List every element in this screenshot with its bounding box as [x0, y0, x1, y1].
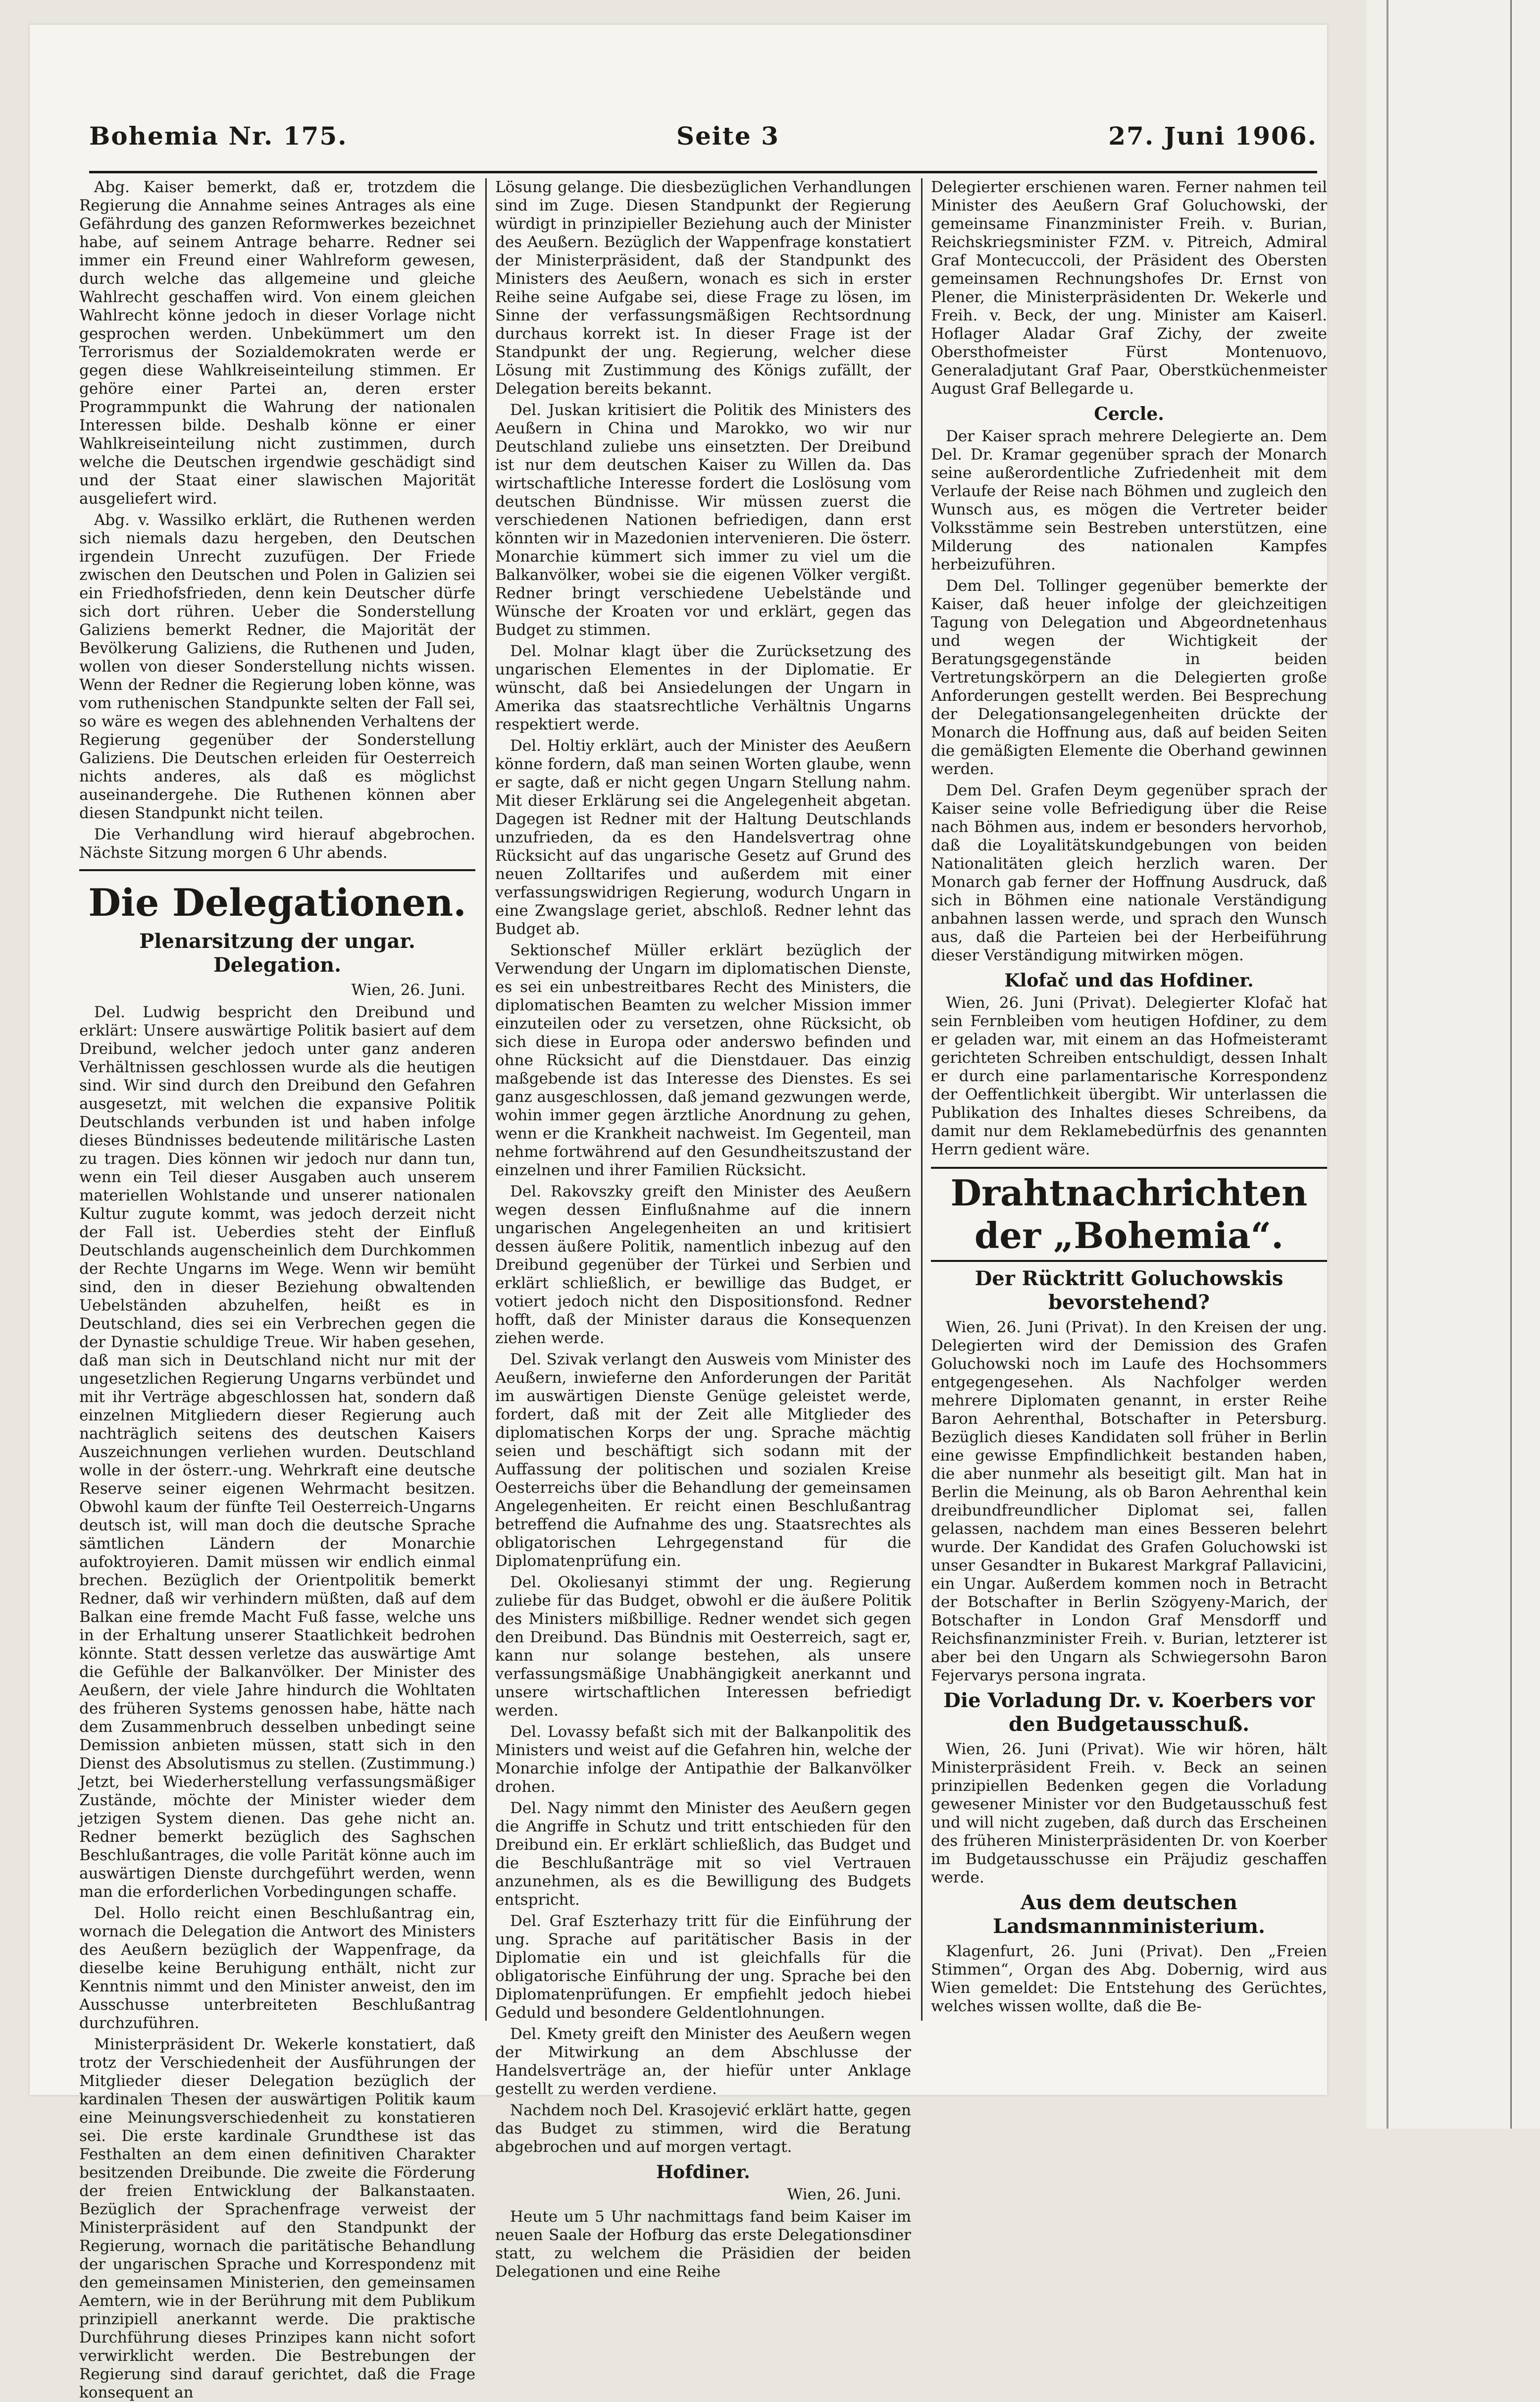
paragraph: Ministerpräsident Dr. Wekerle konstatiert, daß trotz der Verschiedenheit der Ausführungen der Mitglieder dieser Delegation bezüglich der kardinalen Thesen der auswärtigen Politik kaum eine Meinungsverschiedenheit zu konstatieren sei. Die erste kardinale Grundthese ist das Festhalten an dem einen definitiven Charakter besitzenden Dreibunde. Die zweite die Förderung der freien Entwicklung der Balkanstaaten. Bezüglich der Sprachenfrage verweist der Ministerpräsident auf den Standpunkt der Regierung, wornach die paritätische Behandlung der ungarischen Sprache und Korrespondenz mit den gemeinsamen Ministerien, den gemeinsamen Aemtern, wie in der Berührung mit dem Publikum prinzipiell anerkannt werde. Die praktische Durchführung dieses Prinzipes kann nicht sofort verwirklicht werden. Die Bestrebungen der Regierung sind darauf gerichtet, daß die Frage konsequent an [79, 2036, 475, 2402]
paragraph: Del. Molnar klagt über die Zurücksetzung des ungarischen Elementes in der Diplomatie. Er wünscht, daß bei Ansiedelungen der Ungarn in Amerika das staatsrechtliche Verhältnis Ungarns respektiert werde. [495, 642, 911, 733]
column-1 [79, 178, 475, 2402]
column-rule-1 [485, 178, 487, 2021]
paragraph: Del. Ludwig bespricht den Dreibund und erklärt: Unsere auswärtige Politik basiert auf dem Dreibund, welcher jedoch unter ganz anderen Verhältnissen geschlossen wurde als die heutigen sind. Wir sind durch den Dreibund den Gefahren ausgesetzt, mit welchen die expansive Politik Deutschlands verbunden ist und haben infolge dieses Bündnisses bedeutende militärische Lasten zu tragen. Dies können wir jedoch nur dann tun, wenn ein Teil dieser Ausgaben auch unserem materiellen Wohlstande und unserer nationalen Kultur zugute kommt, was jedoch derzeit nicht der Fall ist. Ueberdies steht der Einfluß Deutschlands augenscheinlich dem Durchkommen der Rechte Ungarns im Wege. Wenn wir bemüht sind, den in dieser Beziehung obwaltenden Uebelständen abzuhelfen, heißt es in Deutschland, dies sei ein Verbrechen gegen die der Dynastie schuldige Treue. Wir haben gesehen, daß man sich in Deutschland nicht nur mit der ungesetzlichen Regierung Ungarns verbündet und mit ihr Verträge abgeschlossen hat, sondern daß einzelnen Mitgliedern dieser Regierung auch nachträglich seitens des deutschen Kaisers Auszeichnungen verliehen wurden. Deutschland wolle in der österr.-ung. Wehrkraft eine deutsche Reserve seiner eigenen Wehrmacht besitzen. Obwohl kaum der fünfte Teil Oesterreich-Ungarns deutsch ist, will man doch die deutsche Sprache sämtlichen Ländern der Monarchie aufoktroyieren. Damit müssen wir endlich einmal brechen. Bezüglich der Orientpolitik bemerkt Redner, daß wir verhindern müßten, daß auf dem Balkan eine fremde Macht Fuß fasse, welche uns in der Erhaltung unserer Staatlichkeit bedrohen könnte. Statt dessen verletze das auswärtige Amt die Gefühle der Balkanvölker. Der Minister des Aeußern, der viele Jahre hindurch die Wohltaten des früheren Systems genossen habe, hätte nach dem Zusammenbruch desselben unbedingt seine Demission anbieten müssen, statt sich in den Dienst des Absolutismus zu stellen. (Zustimmung.) Jetzt, bei Wiederherstellung verfassungsmäßiger Zustände, möchte der Minister wieder dem jetzigen System dienen. Das gehe nicht an. Redner bemerkt bezüglich des Saghschen Beschlußantrages, die volle Parität könne auch im auswärtigen Dienste durchgeführt werden, wenn man die erforderlichen Vorbedingungen schaffe. [79, 1003, 475, 1901]
paragraph: Del. Hollo reicht einen Beschlußantrag ein, wornach die Delegation die Antwort des Ministers des Aeußern bezüglich der Wappenfrage, da dieselbe keine Beruhigung enthält, nicht zur Kenntnis nimmt und den Minister anweist, den im Ausschusse unterbreiteten Beschlußantrag durchzuführen. [79, 1904, 475, 2032]
paragraph: Del. Graf Eszterhazy tritt für die Einführung der ung. Sprache auf paritätischer Basis in der Diplomatie ein und ist gleichfalls für die obligatorische Einführung der ung. Sprache bei den Diplomatenprüfungen. Er empfiehlt jedoch hiebei Geduld und besondere Geldentlohnungen. [495, 1912, 911, 2022]
paragraph: Klagenfurt, 26. Juni (Privat). Den „Freien Stimmen“, Organ des Abg. Dobernig, wird aus Wien gemeldet: Die Entstehung des Gerüchtes, welches wissen wollte, daß die Be- [931, 1942, 1327, 2015]
paragraph: Del. Rakovszky greift den Minister des Aeußern wegen dessen Einflußnahme auf die innern ungarischen Angelegenheiten an und kritisiert dessen äußere Politik, namentlich inbezug auf den Dreibund gegenüber der Türkei und Serbien und erklärt schließlich, er bewillige das Budget, er votiert jedoch nicht den Dispositionsfond. Redner hofft, daß der Minister daraus die Konsequenzen ziehen werde. [495, 1183, 911, 1347]
paragraph: Del. Kmety greift den Minister des Aeußern wegen der Mitwirkung an dem Abschlusse der Handelsverträge an, der hiefür unter Anklage gestellt zu werden verdiene. [495, 2025, 911, 2098]
section-rule [79, 869, 475, 871]
paragraph: Del. Okoliesanyi stimmt der ung. Regierung zuliebe für das Budget, obwohl er die äußere Politik des Ministers mißbillige. Redner wendet sich gegen den Dreibund. Das Bündnis mit Oesterreich, sagt er, kann nur solange bestehen, als unsere verfassungsmäßige Unabhängigkeit anerkannt und unsere wirtschaftlichen Interessen befriedigt werden. [495, 1573, 911, 1720]
paragraph: Del. Holtiy erklärt, auch der Minister des Aeußern könne fordern, daß man seinen Worten glaube, wenn er sagte, daß er nicht gegen Ungarn Stellung nahm. Mit dieser Erklärung sei die Angelegenheit abgetan. Dagegen ist Redner mit der Haltung Deutschlands unzufrieden, da es den Handelsvertrag ohne Rücksicht auf das ungarische Gesetz auf Grund des neuen Zolltarifes und außerdem mit einer verfassungswidrigen Regierung, wodurch Ungarn in eine Zwangslage geriet, abschloß. Redner lehnt das Budget ab. [495, 737, 911, 938]
paragraph: Wien, 26. Juni (Privat). Wie wir hören, hält Ministerpräsident Freih. v. Beck an seinen prinzipiellen Bedenken gegen die Vorladung gewesener Minister vor den Budgetausschuß fest und will nicht zugeben, daß durch das Erscheinen des früheren Ministerpräsidenten Dr. von Koerber im Budgetausschusse ein Präjudiz geschaffen werde. [931, 1740, 1327, 1886]
section-subhead: Die Vorladung Dr. v. Koerbers vor den Budgetausschuß. [943, 1689, 1315, 1736]
section-subhead: Hofdiner. [656, 2162, 750, 2183]
paragraph: Abg. Kaiser bemerkt, daß er, trotzdem die Regierung die Annahme seines Antrages als eine Gefährdung des ganzen Reformwerkes bezeichnet habe, auf seinem Antrage beharre. Redner sei immer ein Freund einer Wahlreform gewesen, durch welche das allgemeine und gleiche Wahlrecht geschaffen wird. Von einem gleichen Wahlrecht könne jedoch in dieser Vorlage nicht gesprochen werden. Unbekümmert um den Terrorismus der Sozialdemokraten werde er gegen diese Wahlkreiseinteilung stimmen. Er gehöre einer Partei an, deren erster Programmpunkt die Wahrung der nationalen Interessen bilde. Deshalb könne er einer Wahlkreiseinteilung nicht zustimmen, durch welche die Deutschen irgendwie geschädigt sind und der Staat einer slawischen Majorität ausgeliefert wird. [79, 178, 475, 508]
paragraph: Wien, 26. Juni (Privat). In den Kreisen der ung. Delegierten wird der Demission des Grafen Goluchowski noch im Laufe des Hochsommers entgegengesehen. Als Nachfolger werden mehrere Diplomaten genannt, in erster Reihe Baron Aehrenthal, Botschafter in Petersburg. Bezüglich dieses Kandidaten soll früher in Berlin eine gewisse Empfindlichkeit bestanden haben, die aber nunmehr als beseitigt gilt. Man hat in Berlin die Meinung, als ob Baron Aehrenthal kein dreibundfreundlicher Diplomat sei, fallen gelassen, nachdem man eines Besseren belehrt wurde. Der Kandidat des Grafen Goluchowski ist unser Gesandter in Bukarest Markgraf Pallavicini, ein Ungar. Außerdem kommen noch in Betracht der Botschafter in Berlin Szögyeny-Marich, der Botschafter in London Graf Mensdorff und Reichsfinanzminister Freih. v. Burian, letzterer ist aber bei den Ungarn als Schwiegersohn Baron Fejervarys persona ingrata. [931, 1318, 1327, 1684]
paragraph: Del. Juskan kritisiert die Politik des Ministers des Aeußern in China und Marokko, wo wir nur Deutschland zuliebe uns einsetzten. Der Dreibund ist nur dem deutschen Kaiser zu Willen da. Das wirtschaftliche Interesse fordert die Loslösung vom deutschen Bündnisse. Wir müssen zuerst die verschiedenen Nationen befriedigen, dann erst könnten wir in Mazedonien intervenieren. Die österr. Monarchie kümmert sich immer zu viel um die Balkanvölker, wobei sie die eigenen Völker vergißt. Redner bringt verschiedene Uebelstände und Wünsche der Kroaten vor und erklärt, gegen das Budget zu stimmen. [495, 401, 911, 639]
page-edge-line-outer [1510, 0, 1512, 2129]
paragraph: Nachdem noch Del. Krasojević erklärt hatte, gegen das Budget zu stimmen, wird die Beratung abgebrochen und auf morgen vertagt. [495, 2101, 911, 2156]
page-edge [1367, 0, 1540, 2129]
paragraph: Abg. v. Wassilko erklärt, die Ruthenen werden sich niemals dazu hergeben, den Deutschen irgendein Unrecht zuzufügen. Der Friede zwischen den Deutschen und Polen in Galizien sei ein Friedhofsfrieden, denn kein Deutscher dürfe sich dort rühren. Ueber die Sonderstellung Galiziens bemerkt Redner, die Majorität der Bevölkerung Galiziens, die Ruthenen und Juden, wollen von dieser Sonderstellung nichts wissen. Wenn der Redner die Regierung loben könne, was vom ruthenischen Standpunkte selten der Fall sei, so wäre es wegen des ablehnenden Verhaltens der Regierung gegenüber der Sonderstellung Galiziens. Die Deutschen erleiden für Oesterreich nichts anderes, als daß es möglichst auseinandergehe. Die Ruthenen können aber diesen Standpunkt nicht teilen. [79, 511, 475, 822]
dateline: Wien, 26. Juni. [351, 981, 465, 999]
section-headline: Die Delegationen. [88, 881, 466, 925]
paragraph: Del. Nagy nimmt den Minister des Aeußern gegen die Angriffe in Schutz und tritt entschieden für den Dreibund ein. Er erklärt schließlich, das Budget und die Beschlußanträge mit so viel Vertrauen anzunehmen, als es die Bewilligung des Budgets entspricht. [495, 1799, 911, 1909]
paragraph: Dem Del. Tollinger gegenüber bemerkte der Kaiser, daß heuer infolge der gleichzeitigen Tagung von Delegation und Abgeordnetenhaus und wegen der Wichtigkeit der Beratungsgegenstände in beiden Vertretungskörpern an die Delegierten große Anforderungen gestellt werden. Bei Besprechung der Delegationsangelegenheiten drückte der Monarch die Hoffnung aus, daß auf beiden Seiten die gemäßigten Elemente die Oberhand gewinnen werden. [931, 577, 1327, 778]
paragraph: Heute um 5 Uhr nachmittags fand beim Kaiser im neuen Saale der Hofburg das erste Delegationsdiner statt, zu welchem die Präsidien der beiden Delegationen und eine Reihe [495, 2208, 911, 2281]
paragraph: Dem Del. Grafen Deym gegenüber sprach der Kaiser seine volle Befriedigung über die Reise nach Böhmen aus, indem er besonders hervorhob, daß die Loyalitätskundgebungen von beiden Nationalitäten gleich herzlich waren. Der Monarch gab ferner der Hoffnung Ausdruck, daß sich in Böhmen eine nationale Verständigung anbahnen lassen werde, und sprach den Wunsch aus, daß die Parteien bei der Herbeiführung dieser Verständigung mitwirken mögen. [931, 782, 1327, 964]
paragraph: Die Verhandlung wird hierauf abgebrochen. Nächste Sitzung morgen 6 Uhr abends. [79, 826, 475, 862]
paragraph: Del. Szivak verlangt den Ausweis vom Minister des Aeußern, inwieferne den Anforderungen der Parität im auswärtigen Dienste Genüge geleistet werde, fordert, daß mit der Zeit alle Mitglieder des diplomatischen Korps der ung. Sprache mächtig seien und beschäftigt sich sodann mit der Auffassung der politischen und sozialen Kreise Oesterreichs über die Behandlung der gemeinsamen Angelegenheiten. Er reicht einen Beschlußantrag betreffend die Aufnahme des ung. Staatsrechtes als obligatorischen Lehrgegenstand für die Diplomatenprüfung ein. [495, 1351, 911, 1570]
page-edge-line [1386, 0, 1388, 2129]
paragraph: Sektionschef Müller erklärt bezüglich der Verwendung der Ungarn im diplomatischen Dienste, es sei ein unbestreitbares Recht des Ministers, die diplomatischen Beamten zu welcher Mission immer einzuteilen oder zu versetzen, ohne Rücksicht, ob sich diese in Europa oder anderswo befinden und ohne Rücksicht auf die Dienstdauer. Das einzig maßgebende ist das Interesse des Dienstes. Es sei ganz ausgeschlossen, daß jemand gezwungen werde, wohin immer gegen ärztliche Anordnung zu gehen, wenn er die Krankheit nachweist. Im Gegenteil, man nehme fortwährend auf den Gesundheitszustand der einzelnen und ihrer Familien Rücksicht. [495, 941, 911, 1179]
masthead-page-number: Seite 3 [676, 121, 779, 151]
section-subhead: Klofač und das Hofdiner. [1004, 970, 1254, 991]
masthead-date: 27. Juni 1906. [1108, 121, 1317, 151]
paragraph: Der Kaiser sprach mehrere Delegierte an. Dem Del. Dr. Kramar gegenüber sprach der Monarch seine außerordentliche Zufriedenheit mit dem Verlaufe der Reise nach Böhmen und zugleich den Wunsch aus, es mögen die Vertreter beider Volksstämme sein Bestreben unterstützen, eine Milderung des nationalen Kampfes herbeizuführen. [931, 427, 1327, 574]
section-subhead: Aus dem deutschen Landsmannministerium. [993, 1891, 1265, 1938]
paragraph: Wien, 26. Juni (Privat). Delegierter Klofač hat sein Fernbleiben vom heutigen Hofdiner, zu dem er geladen war, mit einem an das Hofmeisteramt gerichteten Schreiben entschuldigt, dessen Inhalt er durch eine parlamentarische Korrespondenz der Oeffentlichkeit übergibt. Wir unterlassen die Publikation des Inhaltes dieses Schreibens, da damit nur dem Reklamebedürfnis des genannten Herrn gedient wäre. [931, 994, 1327, 1158]
section-subhead: Cercle. [1094, 404, 1164, 424]
paragraph: Lösung gelange. Die diesbezüglichen Verhandlungen sind im Zuge. Diesen Standpunkt der Regierung würdigt in prinzipieller Beziehung auch der Minister des Aeußern. Bezüglich der Wappenfrage konstatiert der Ministerpräsident, daß der Standpunkt des Ministers des Aeußern, wonach es sich in erster Reihe seine Aufgabe sei, diese Frage zu lösen, im Sinne der verfassungsmäßigen Rechtsordnung durchaus korrekt ist. In dieser Frage ist der Standpunkt der ung. Regierung, welcher diese Lösung mit Zustimmung des Königs zufällt, der Delegation bereits bekannt. [495, 178, 911, 398]
paragraph: Del. Lovassy befaßt sich mit der Balkanpolitik des Ministers und weist auf die Gefahren hin, welche der Monarchie infolge der Antipathie der Balkanvölker drohen. [495, 1723, 911, 1796]
column-3 [931, 178, 1327, 2021]
dateline: Wien, 26. Juni. [787, 2186, 901, 2203]
masthead [89, 121, 1317, 173]
masthead-paper-issue: Bohemia Nr. 175. [89, 121, 348, 151]
paragraph: Delegierter erschienen waren. Ferner nahmen teil Minister des Aeußern Graf Goluchowski, der gemeinsame Finanzminister Freih. v. Burian, Reichskriegsminister FZM. v. Pitreich, Admiral Graf Montecuccoli, der Präsident des Obersten gemeinsamen Rechnungshofes Dr. Ernst von Plener, die Ministerpräsidenten Dr. Wekerle und Freih. v. Beck, der ung. Minister am Kaiserl. Hoflager Aladar Graf Zichy, der zweite Obersthofmeister Fürst Montenuovo, Generaladjutant Graf Paar, Oberstküchenmeister August Graf Bellegarde u. [931, 178, 1327, 398]
column-rule-2 [921, 178, 923, 2021]
section-subhead: Der Rücktritt Goluchowskis bevorstehend? [975, 1267, 1283, 1314]
section-subhead: Plenarsitzung der ungar. Delegation. [139, 930, 415, 977]
telegram-section-headline: Drahtnachrichten der „Bohemia“. [931, 1167, 1327, 1262]
column-2 [495, 178, 911, 2281]
